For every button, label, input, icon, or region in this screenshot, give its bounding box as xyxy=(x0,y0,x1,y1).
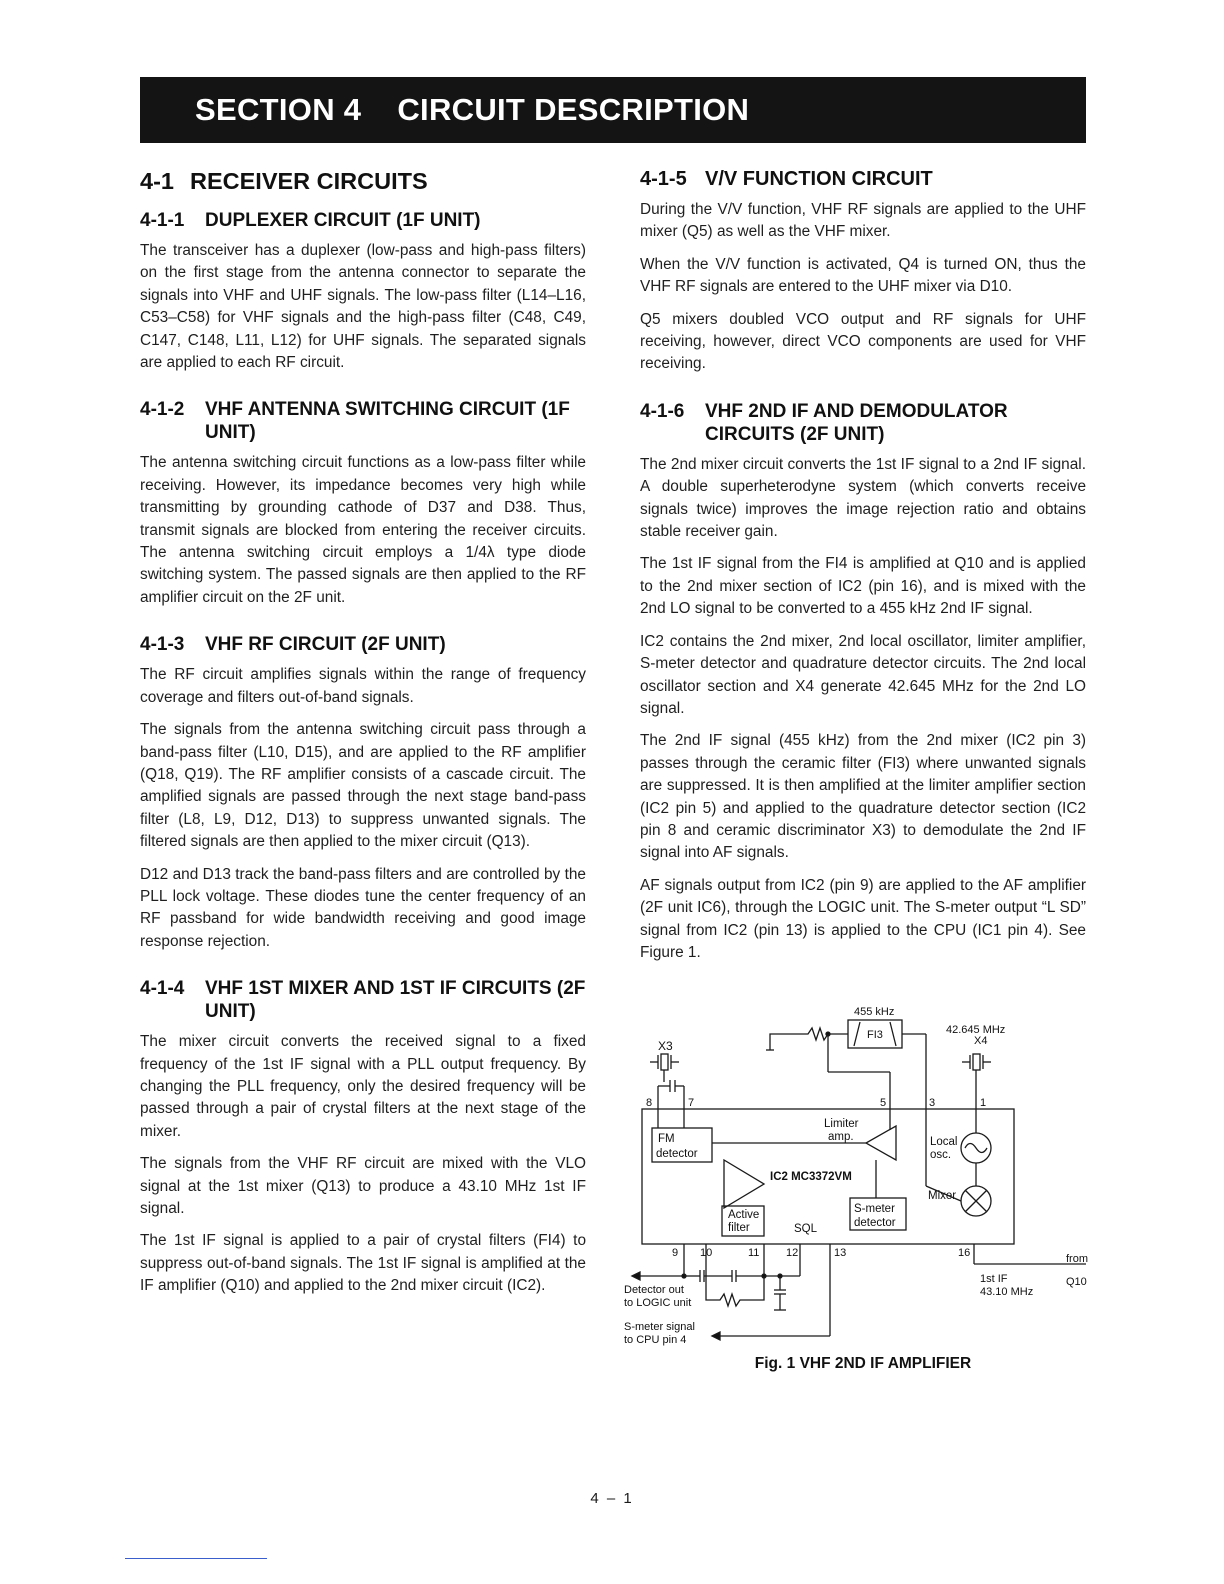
x3-crystal-icon xyxy=(650,1054,679,1070)
paragraph: The antenna switching circuit functions as a low-pass filter while receiving. However, its impedance becomes very high while transmitting by grounding cathode of D37 and D38. Thus, transmit signals are blocked from entering the receiver circuits. The antenna switching circuit employs a 1/4λ type diode switching system. The passed signals are then applied to the RF amplifier circuit on the 2F unit. xyxy=(140,454,586,606)
subheading-number: 4-1-3 xyxy=(140,634,185,656)
fm-label: FM xyxy=(658,1133,675,1145)
active-filter-icon xyxy=(724,1160,764,1208)
section-number: SECTION 4 xyxy=(195,92,362,127)
pin-label: 11 xyxy=(748,1247,760,1259)
paragraph: The 2nd mixer circuit converts the 1st IF signal to a 2nd IF signal. A double superheterodyne system (which converts receive signals twice) improves the image rejection ratio and obtains stable receiver gain. xyxy=(640,455,1086,541)
if-freq-label: 43.10 MHz xyxy=(980,1286,1034,1298)
subheading-number: 4-1-6 xyxy=(640,400,685,422)
subheading-4-1-3 xyxy=(140,633,586,656)
first-if-label: 1st IF xyxy=(980,1273,1008,1285)
heading-number: 4-1 xyxy=(140,168,174,194)
lo-freq-label: 42.645 MHz xyxy=(946,1024,1006,1036)
paragraph: IC2 contains the 2nd mixer, 2nd local oscillator, limiter amplifier, S-meter detector and quadrature detector circuits. The 2nd local oscillator section and X4 generate 42.645 MHz for the 2nd LO signal. xyxy=(640,632,1086,717)
paragraph: The mixer circuit converts the received signal to a fixed frequency of the 1st IF signal with a PLL output frequency. By changing the PLL frequency, only the desired frequency will be passed through a pair of crystal filters at the next stage of the mixer. xyxy=(140,1033,586,1140)
subheading-4-1-2 xyxy=(140,398,586,444)
x3-label: X3 xyxy=(658,1039,673,1053)
paragraph: Q5 mixers doubled VCO output and RF signals for UHF receiving, however, direct VCO components are used for VHF receiving. xyxy=(640,310,1086,373)
x4-label: X4 xyxy=(974,1035,988,1047)
pin-label: 13 xyxy=(834,1247,847,1259)
q10-label: Q10 xyxy=(1066,1276,1087,1288)
limiter-amp-icon xyxy=(866,1126,896,1160)
pin-label: 1 xyxy=(980,1097,987,1109)
x4-crystal-icon xyxy=(962,1054,991,1109)
resistor-icon xyxy=(706,1276,764,1306)
subheading-number: 4-1-4 xyxy=(140,978,185,1000)
heading-title: RECEIVER CIRCUITS xyxy=(190,168,428,194)
subheading-title: V/V FUNCTION CIRCUIT xyxy=(705,168,933,190)
svg-text:FI3: FI3 xyxy=(867,1029,883,1041)
filter-label: filter xyxy=(728,1222,750,1234)
right-column xyxy=(640,168,1086,974)
paragraph: The 2nd IF signal (455 kHz) from the 2nd mixer (IC2 pin 3) passes through the ceramic filter (FI3) where unwanted signals are suppressed. It is then amplified at the limiter amplifier section (IC2 pin 5) and applied to the quadrature detector section (IC2 pin 8 and ceramic discriminator X3) to demodulate the 2nd IF signal into AF signals. xyxy=(640,732,1086,862)
paragraph: AF signals output from IC2 (pin 9) are applied to the AF amplifier (2F unit IC6), through the LOGIC unit. The S-meter output “L SD” signal from IC2 (pin 13) is applied to the CPU (IC1 pin 4). See Figure 1. xyxy=(640,876,1086,961)
resistor-icon xyxy=(770,1028,848,1050)
figure-caption: Fig. 1 VHF 2ND IF AMPLIFIER xyxy=(754,1355,972,1372)
ic2-label: IC2 MC3372VM xyxy=(770,1171,852,1183)
fi3-filter-icon xyxy=(848,1020,902,1048)
subheading-4-1-6 xyxy=(640,400,1086,446)
sql-label: SQL xyxy=(794,1223,818,1235)
paragraph: The 1st IF signal is applied to a pair of crystal filters (FI4) to suppress out-of-band signals. The 1st IF signal is amplified at the IF amplifier (Q10) and applied to the 2nd mixer circuit (IC2). xyxy=(140,1232,586,1295)
mixer-label: Mixer xyxy=(928,1190,957,1202)
local-label: Local xyxy=(930,1136,958,1148)
to-logic-label: to LOGIC unit xyxy=(624,1297,692,1309)
active-label: Active xyxy=(728,1209,760,1221)
subheading-4-1-5 xyxy=(640,168,1086,191)
subheading-title: VHF 1ST MIXER AND 1ST IF CIRCUITS (2F UNIT) xyxy=(205,978,586,1023)
subheading-title: VHF 2ND IF AND DEMODULATOR CIRCUITS (2F UNIT) xyxy=(705,400,1008,445)
limiter-label: Limiter xyxy=(824,1118,859,1130)
circuit-diagram xyxy=(618,1000,1096,1370)
from-label: from xyxy=(1066,1253,1088,1265)
paragraph: The signals from the antenna switching circuit pass through a band-pass filter (L10, D15), and are applied to the RF amplifier (Q18, Q19). The RF amplifier consists of a cascade circuit. The amplified signals are passed through the next stage band-pass filter (L8, L9, D12, D13) to suppress unwanted signals. The filtered signals are then applied to the mixer circuit (Q13). xyxy=(140,721,586,851)
footer-rule xyxy=(125,1558,267,1559)
section-banner xyxy=(140,77,1086,143)
smeter-detector-label: detector xyxy=(854,1217,896,1229)
smeter-label: S-meter xyxy=(854,1203,895,1215)
amp-label: amp. xyxy=(828,1131,854,1143)
detector-out-label: Detector out xyxy=(624,1284,684,1296)
paragraph: The transceiver has a duplexer (low-pass and high-pass filters) on the first stage from the antenna connector to separate the signals into VHF and UHF signals. The low-pass filter (L14–L16, C53–C58) for VHF signals and the high-pass filter (C48, C49, C147, C148, L11, L12) for UHF signals. The separated signals are applied to each RF circuit. xyxy=(140,242,586,372)
subheading-4-1-4 xyxy=(140,977,586,1023)
mixer-icon xyxy=(961,1186,991,1216)
pin-label: 8 xyxy=(646,1097,653,1109)
subheading-number: 4-1-1 xyxy=(140,210,185,231)
subheading-title: VHF RF CIRCUIT (2F UNIT) xyxy=(205,634,446,656)
section-title: CIRCUIT DESCRIPTION xyxy=(397,92,750,127)
page-number: 4 – 1 xyxy=(590,1490,634,1507)
to-cpu-label: to CPU pin 4 xyxy=(624,1334,687,1346)
paragraph: The RF circuit amplifies signals within the range of frequency coverage and filters out-of-band signals. xyxy=(140,666,586,706)
pin-label: 9 xyxy=(672,1247,679,1259)
pin-label: 7 xyxy=(688,1097,695,1109)
subheading-title: DUPLEXER CIRCUIT (1F UNIT) xyxy=(205,210,481,231)
subheading-4-1-1 xyxy=(140,209,586,232)
paragraph: D12 and D13 track the band-pass filters and are controlled by the PLL lock voltage. These diodes tune the center frequency of an RF passband for wide bandwidth receiving and good image response rejection. xyxy=(140,865,586,950)
paragraph: During the V/V function, VHF RF signals are applied to the UHF mixer (Q5) as well as the VHF mixer. xyxy=(640,201,1086,241)
paragraph: The 1st IF signal from the FI4 is amplified at Q10 and is applied to the 2nd mixer section of IC2 (pin 16), and is mixed with the 2nd LO signal to be converted to a 455 kHz 2nd IF signal. xyxy=(640,555,1086,618)
subheading-title: VHF ANTENNA SWITCHING CIRCUIT (1F UNIT) xyxy=(205,399,570,444)
pin-label: 10 xyxy=(700,1247,713,1259)
smeter-signal-label: S-meter signal xyxy=(624,1321,695,1333)
subheading-number: 4-1-5 xyxy=(640,168,687,190)
khz-label: 455 kHz xyxy=(854,1006,895,1018)
pin-label: 12 xyxy=(786,1247,799,1259)
pin-label: 16 xyxy=(958,1247,971,1259)
detector-label: detector xyxy=(656,1148,698,1160)
paragraph: The signals from the VHF RF circuit are mixed with the VLO signal at the 1st mixer (Q13) to produce a 43.10 MHz 1st IF signal. xyxy=(140,1155,586,1217)
osc-label: osc. xyxy=(930,1149,952,1161)
pin-label: 5 xyxy=(880,1097,887,1109)
subheading-number: 4-1-2 xyxy=(140,399,185,421)
local-osc-icon xyxy=(961,1133,991,1163)
circuit-diagram-svg xyxy=(618,1000,1096,1370)
paragraph: When the V/V function is activated, Q4 is turned ON, thus the VHF RF signals are entered to the UHF mixer via D10. xyxy=(640,255,1086,296)
left-column xyxy=(140,168,586,1308)
pin-label: 3 xyxy=(929,1097,936,1109)
main-heading xyxy=(140,168,586,195)
